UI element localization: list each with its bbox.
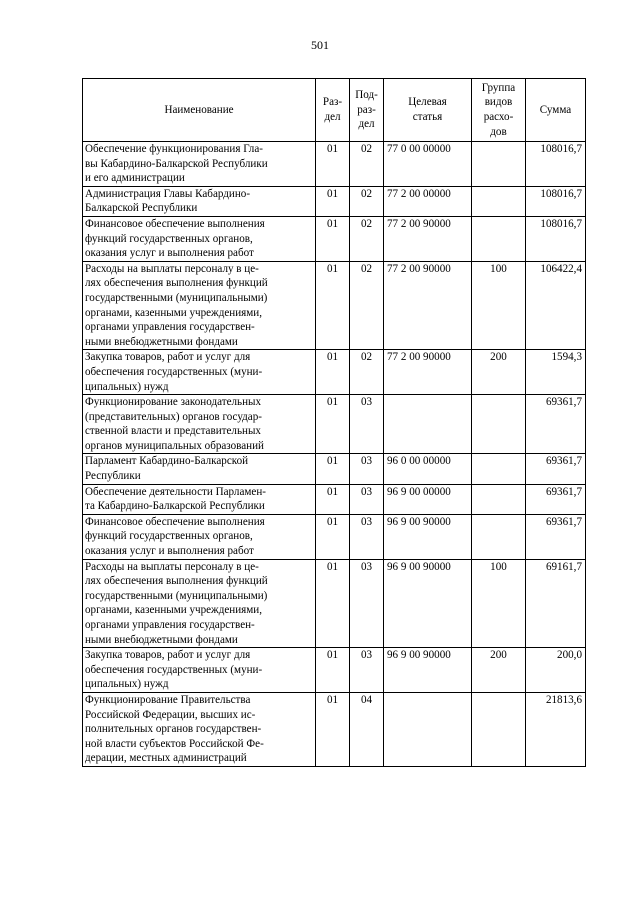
cell-group <box>472 186 526 216</box>
cell-sum: 108016,7 <box>526 216 586 261</box>
cell-target: 96 9 00 90000 <box>384 648 472 693</box>
cell-name: Финансовое обеспечение выполнения функций государственных органов, оказания услуг и выполнения работ <box>83 216 316 261</box>
cell-name: Расходы на выплаты персоналу в це- лях обеспечения выполнения функций государственными (муниципальными) органами, казенными учреждениями, органами управления государствен- ными внебюджетными фондами <box>83 559 316 648</box>
cell-target: 77 2 00 90000 <box>384 216 472 261</box>
cell-name: Функционирование Правительства Российской Федерации, высших ис- полнительных органов государствен- ной власти субъектов Российской Фе- дерации, местных администраций <box>83 692 316 766</box>
cell-group <box>472 395 526 454</box>
cell-sum: 69361,7 <box>526 395 586 454</box>
cell-razdel: 01 <box>316 216 350 261</box>
cell-razdel: 01 <box>316 648 350 693</box>
header-podrazdel: Под- раз- дел <box>350 79 384 142</box>
cell-podrazdel: 03 <box>350 514 384 559</box>
table-body <box>83 142 586 767</box>
cell-group <box>472 692 526 766</box>
cell-target: 77 2 00 90000 <box>384 350 472 395</box>
header-group: Группа видов расхо- дов <box>472 79 526 142</box>
cell-target: 96 9 00 90000 <box>384 514 472 559</box>
cell-podrazdel: 02 <box>350 216 384 261</box>
page-number: 501 <box>311 38 329 52</box>
cell-razdel: 01 <box>316 261 350 350</box>
cell-razdel: 01 <box>316 186 350 216</box>
table-row <box>83 692 586 766</box>
cell-group <box>472 484 526 514</box>
cell-sum: 69161,7 <box>526 559 586 648</box>
cell-sum: 108016,7 <box>526 142 586 187</box>
cell-name: Функционирование законодательных (представительных) органов государ- ственной власти и представительных органов муниципальных образований <box>83 395 316 454</box>
table-row <box>83 514 586 559</box>
cell-razdel: 01 <box>316 454 350 484</box>
cell-target: 77 2 00 90000 <box>384 261 472 350</box>
cell-target: 96 0 00 00000 <box>384 454 472 484</box>
cell-razdel: 01 <box>316 350 350 395</box>
table-row <box>83 261 586 350</box>
cell-sum: 106422,4 <box>526 261 586 350</box>
cell-podrazdel: 02 <box>350 142 384 187</box>
table-row <box>83 454 586 484</box>
table-row <box>83 186 586 216</box>
cell-group: 200 <box>472 648 526 693</box>
table-row <box>83 350 586 395</box>
cell-group: 100 <box>472 559 526 648</box>
table-row <box>83 216 586 261</box>
cell-podrazdel: 02 <box>350 186 384 216</box>
cell-sum: 69361,7 <box>526 454 586 484</box>
cell-razdel: 01 <box>316 395 350 454</box>
cell-podrazdel: 03 <box>350 648 384 693</box>
cell-podrazdel: 03 <box>350 395 384 454</box>
cell-group <box>472 216 526 261</box>
cell-sum: 200,0 <box>526 648 586 693</box>
cell-name: Администрация Главы Кабардино- Балкарской Республики <box>83 186 316 216</box>
cell-podrazdel: 03 <box>350 559 384 648</box>
cell-podrazdel: 03 <box>350 484 384 514</box>
table-row <box>83 559 586 648</box>
table-header-row <box>83 79 586 142</box>
cell-target <box>384 395 472 454</box>
cell-name: Обеспечение деятельности Парламен- та Кабардино-Балкарской Республики <box>83 484 316 514</box>
cell-sum: 69361,7 <box>526 484 586 514</box>
header-razdel: Раз- дел <box>316 79 350 142</box>
header-name: Наименование <box>83 79 316 142</box>
budget-table <box>82 78 586 767</box>
cell-sum: 69361,7 <box>526 514 586 559</box>
cell-name: Расходы на выплаты персоналу в це- лях обеспечения выполнения функций государственными (муниципальными) органами, казенными учреждениями, органами управления государствен- ными внебюджетными фондами <box>83 261 316 350</box>
cell-name: Обеспечение функционирования Гла- вы Кабардино-Балкарской Республики и его администрации <box>83 142 316 187</box>
table-row <box>83 648 586 693</box>
cell-podrazdel: 03 <box>350 454 384 484</box>
cell-group: 200 <box>472 350 526 395</box>
cell-group <box>472 514 526 559</box>
cell-target: 96 9 00 90000 <box>384 559 472 648</box>
cell-podrazdel: 02 <box>350 350 384 395</box>
cell-razdel: 01 <box>316 514 350 559</box>
table-row <box>83 395 586 454</box>
cell-name: Закупка товаров, работ и услуг для обеспечения государственных (муни- ципальных) нужд <box>83 350 316 395</box>
cell-podrazdel: 04 <box>350 692 384 766</box>
cell-razdel: 01 <box>316 484 350 514</box>
cell-group <box>472 142 526 187</box>
cell-group: 100 <box>472 261 526 350</box>
header-target: Целевая статья <box>384 79 472 142</box>
cell-podrazdel: 02 <box>350 261 384 350</box>
cell-razdel: 01 <box>316 692 350 766</box>
cell-name: Закупка товаров, работ и услуг для обеспечения государственных (муни- ципальных) нужд <box>83 648 316 693</box>
cell-sum: 108016,7 <box>526 186 586 216</box>
cell-name: Парламент Кабардино-Балкарской Республики <box>83 454 316 484</box>
cell-sum: 1594,3 <box>526 350 586 395</box>
table-row <box>83 484 586 514</box>
cell-target: 96 9 00 00000 <box>384 484 472 514</box>
table-row <box>83 142 586 187</box>
cell-target: 77 2 00 00000 <box>384 186 472 216</box>
cell-target <box>384 692 472 766</box>
header-sum: Сумма <box>526 79 586 142</box>
cell-sum: 21813,6 <box>526 692 586 766</box>
cell-group <box>472 454 526 484</box>
cell-name: Финансовое обеспечение выполнения функций государственных органов, оказания услуг и выполнения работ <box>83 514 316 559</box>
cell-target: 77 0 00 00000 <box>384 142 472 187</box>
cell-razdel: 01 <box>316 142 350 187</box>
cell-razdel: 01 <box>316 559 350 648</box>
